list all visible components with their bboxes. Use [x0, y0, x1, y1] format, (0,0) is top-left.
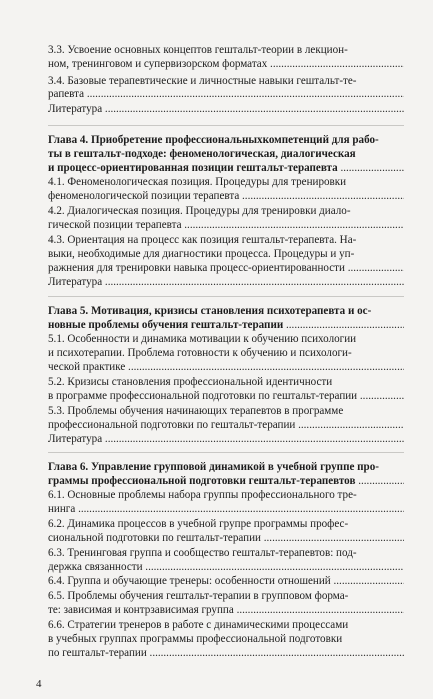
toc-line: профессиональной подготовки по гештальт-терапии .....: [48, 419, 404, 432]
toc-line: феноменологической позиции терапевта .....: [48, 190, 404, 203]
chapter-heading: Глава 6. Управление групповой динамикой в учебной группе про-: [48, 461, 379, 473]
toc-line: 4.1. Феноменологическая позиция. Процедуры для тренировки: [48, 176, 347, 188]
toc-line: те: зависимая и контрзависимая группа .....: [48, 604, 404, 617]
toc-line: 6.4. Группа и обучающие тренеры: особенности отношений .....: [48, 575, 404, 588]
toc-line: нинга .....: [48, 503, 404, 516]
toc-line: Литература .....: [48, 433, 404, 446]
toc-line: 5.2. Кризисы становления профессиональной идентичности: [48, 376, 333, 388]
toc-line: выки, необходимые для диагностики процесса. Процедуры и уп-: [48, 248, 355, 260]
toc-line: гической позиции терапевта .....: [48, 219, 404, 232]
toc-line: по гештальт-терапии .....: [48, 647, 404, 660]
page-number: 4: [36, 678, 42, 690]
toc-line: 6.1. Основные проблемы набора группы профессионального тре-: [48, 489, 357, 501]
toc-line: 4.3. Ориентация на процесс как позиция гештальт-терапевта. На-: [48, 234, 357, 246]
chapter-heading: ты в гештальт-подходе: феноменологическая, диалогическая: [48, 148, 356, 160]
toc-line: 4.2. Диалогическая позиция. Процедуры для тренировки диало-: [48, 205, 351, 217]
toc-line: 6.6. Стратегии тренеров в работе с динамическими процессами: [48, 619, 349, 631]
toc-line: 3.4. Базовые терапевтические и личностные навыки гештальт-те-: [48, 75, 357, 87]
toc-line: и психотерапии. Проблема готовности к обучению и психологи-: [48, 347, 352, 359]
toc-line: рапевта .....: [48, 88, 404, 101]
section-divider: [48, 452, 404, 453]
toc-line: сиональной подготовки по гештальт-терапии .....: [48, 532, 404, 545]
toc-line: Литература .....: [48, 103, 404, 116]
chapter-heading: новные проблемы обучения гештальт-терапии .....: [48, 319, 404, 332]
toc-line: 5.3. Проблемы обучения начинающих терапевтов в программе: [48, 405, 344, 417]
section-divider: [48, 296, 404, 297]
chapter-heading: и процесс-ориентированная позиции гештальт-терапевта .....: [48, 162, 404, 175]
section-divider: [48, 125, 404, 126]
toc-line: 6.3. Тренинговая группа и сообщество гештальт-терапевтов: под-: [48, 547, 357, 559]
toc-line: 5.1. Особенности и динамика мотивации к обучению психологии: [48, 333, 357, 345]
toc-line: 6.5. Проблемы обучения гештальт-терапии в групповом форма-: [48, 590, 349, 602]
toc-line: Литература .....: [48, 276, 404, 289]
toc-line: 3.3. Усвоение основных концептов гештальт-теории в лекцион-: [48, 44, 348, 56]
toc-line: ном, тренинговом и супервизорском форматах .....: [48, 58, 404, 71]
toc-line: ражнения для тренировки навыка процесс-ориентированности .....: [48, 262, 404, 275]
chapter-heading: Глава 4. Приобретение профессиональныхкомпетенций для рабо-: [48, 134, 379, 146]
toc-line: 6.2. Динамика процессов в учебной групре программы профес-: [48, 518, 349, 530]
chapter-heading: Глава 5. Мотивация, кризисы становления психотерапевта и ос-: [48, 305, 372, 317]
toc-line: ческой практике .....: [48, 361, 404, 374]
toc-line: в учебных группах программы профессиональной подготовки: [48, 633, 343, 645]
chapter-heading: граммы профессиональной подготовки гештальт-терапевтов .....: [48, 475, 404, 488]
toc-line: в программе профессиональной подготовки по гештальт-терапии .....: [48, 390, 404, 403]
toc-line: держка связанности .....: [48, 561, 404, 574]
